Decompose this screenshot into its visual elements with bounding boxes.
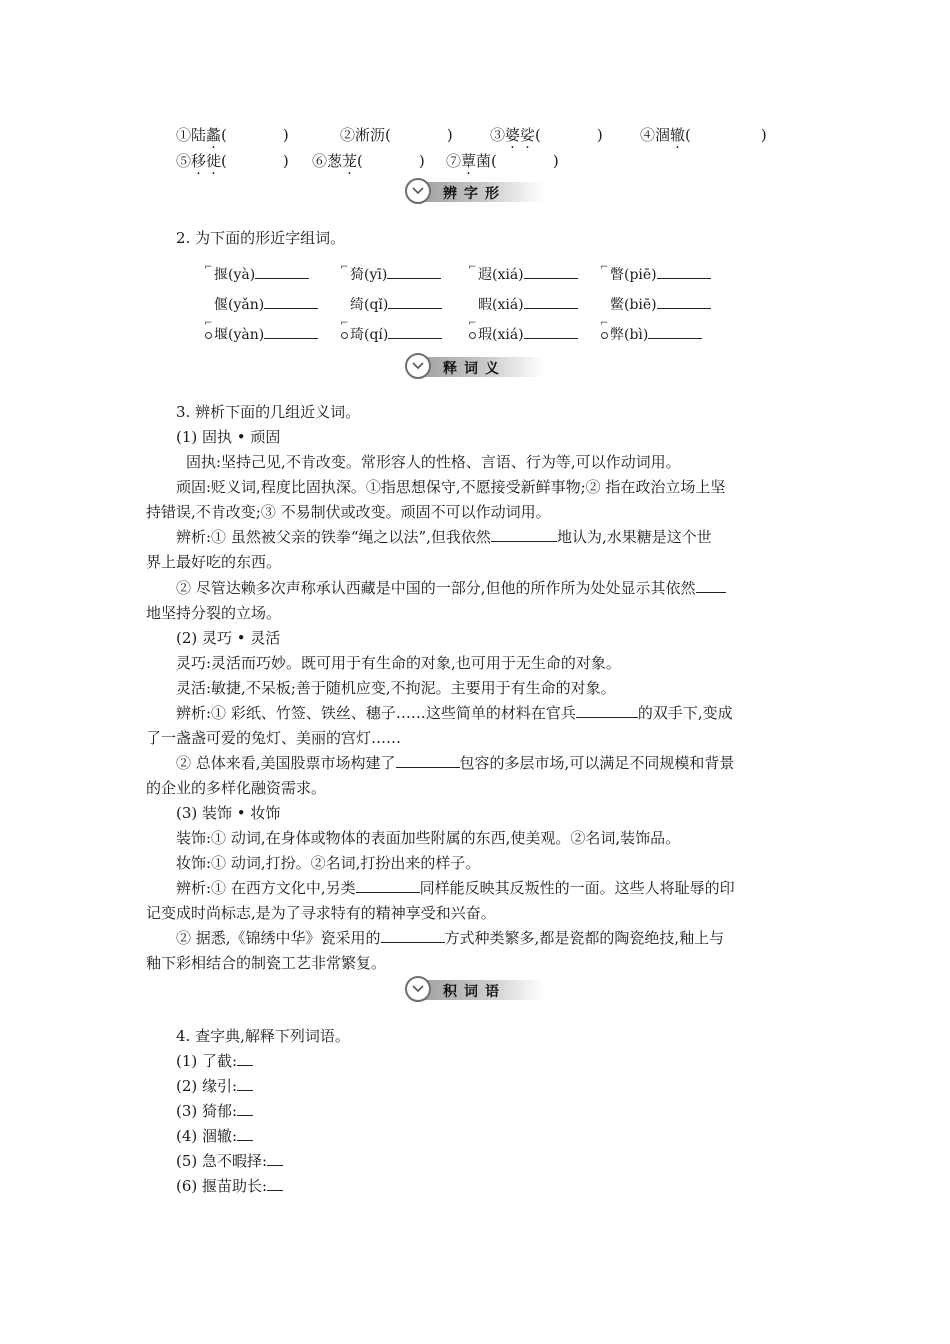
- exercise-line: 的企业的多样化融资需求。: [146, 779, 327, 797]
- pinyin-item-6: ⑥葱茏( ): [312, 152, 425, 170]
- question-4-title: 4. 查字典,解释下列词语。: [176, 1027, 350, 1045]
- item-word-7: 蕈菌: [461, 152, 492, 170]
- answer-blank[interactable]: [696, 578, 726, 593]
- item-word-6: 葱茏: [327, 152, 358, 170]
- item-number: ④: [640, 126, 656, 144]
- answer-blank[interactable]: [267, 1176, 283, 1191]
- item-number: ⑤: [176, 152, 192, 170]
- grid-cell: 瞥(piē): [610, 264, 711, 284]
- section-title: 释词义: [443, 361, 506, 377]
- grid-cell: 遐(xiá): [478, 264, 578, 284]
- item-word-4: 涸辙: [655, 126, 686, 144]
- answer-blank[interactable]: [576, 703, 638, 718]
- item-number: ①: [176, 126, 192, 144]
- grid-cell: 鳖(biē): [610, 294, 711, 314]
- exercise-line: ② 尽管达赖多次声称承认西藏是中国的一部分,但他的所作所为处处显示其依然: [176, 576, 726, 600]
- word-group-3-heading: (3) 装饰 • 妆饰: [176, 804, 281, 822]
- section-title: 积词语: [443, 984, 506, 1000]
- pinyin-item-5: ⑤移徙( ): [176, 152, 289, 170]
- grid-cell: 暇(xiá): [478, 294, 578, 314]
- grid-cell: 揠(yà): [214, 264, 309, 284]
- answer-blank[interactable]: [237, 1076, 253, 1091]
- answer-blank[interactable]: [381, 928, 445, 943]
- grid-cell: 偃(yǎn): [214, 294, 318, 314]
- pinyin-item-1: ①陆蠡( ): [176, 126, 289, 144]
- exercise-line: 地坚持分裂的立场。: [146, 604, 282, 622]
- section-title: 辨字形: [443, 186, 506, 202]
- definition-item: (6) 揠苗助长:: [176, 1174, 283, 1198]
- exercise-line: 辨析:① 彩纸、竹签、铁丝、穗子……这些简单的材料在官兵 的双手下,变成: [176, 704, 733, 722]
- answer-blank[interactable]: [267, 1151, 283, 1166]
- pinyin-item-7: ⑦蕈菌( ): [446, 152, 559, 170]
- exercise-line: 记变成时尚标志,是为了寻求特有的精神享受和兴奋。: [146, 904, 496, 922]
- section-banner-accumulate-words: [405, 976, 545, 1004]
- chevron-circle-icon: [405, 976, 431, 1002]
- question-3-title: 3. 辨析下面的几组近义词。: [176, 403, 361, 421]
- answer-blank[interactable]: [237, 1051, 253, 1066]
- definition-item: (2) 缘引:: [176, 1074, 253, 1098]
- item-number: ⑥: [312, 152, 328, 170]
- grid-cell: 猗(yī): [350, 264, 441, 284]
- item-word-1: 陆蠡: [191, 126, 222, 144]
- definition-line: 灵巧:灵活而巧妙。既可用于有生命的对象,也可用于无生命的对象。: [176, 654, 621, 672]
- definition-line: 装饰:① 动词,在身体或物体的表面加些附属的东西,使美观。②名词,装饰品。: [176, 829, 681, 847]
- definition-item: (3) 猗郁:: [176, 1099, 253, 1123]
- exercise-line: 辨析:① 在西方文化中,另类 同样能反映其反叛性的一面。这些人将耻辱的印: [176, 879, 735, 897]
- answer-blank[interactable]: [237, 1126, 253, 1141]
- definition-item: (1) 了截:: [176, 1049, 253, 1073]
- pinyin-item-3: ③婆娑( ): [490, 126, 603, 144]
- exercise-line: 辨析:① 虽然被父亲的铁拳“绳之以法”,但我依然 地认为,水果糖是这个世: [176, 528, 712, 546]
- definition-item: (4) 涸辙:: [176, 1124, 253, 1148]
- grid-cell: 堰(yàn): [214, 324, 318, 344]
- grid-cell: 绮(qǐ): [350, 294, 442, 314]
- definition-line: 妆饰:① 动词,打扮。②名词,打扮出来的样子。: [176, 854, 481, 872]
- answer-blank[interactable]: [356, 878, 420, 893]
- item-word-3: 婆娑: [505, 126, 536, 144]
- definition-line: 顽固:贬义词,程度比固执深。①指思想保守,不愿接受新鲜事物;② 指在政治立场上坚: [176, 478, 726, 496]
- answer-blank[interactable]: [491, 527, 557, 542]
- question-2-title: 2. 为下面的形近字组词。: [176, 229, 346, 247]
- chevron-circle-icon: [405, 178, 431, 204]
- exercise-line: 釉下彩相结合的制瓷工艺非常繁复。: [146, 954, 387, 972]
- definition-line: 固执:坚持己见,不肯改变。常形容人的性格、言语、行为等,可以作动词用。: [186, 453, 681, 471]
- answer-blank[interactable]: [237, 1101, 253, 1116]
- word-group-2-heading: (2) 灵巧 • 灵活: [176, 629, 281, 647]
- exercise-line: ② 总体来看,美国股票市场构建了 包容的多层市场,可以满足不同规模和背景: [176, 754, 735, 772]
- word-group-1-heading: (1) 固执 • 顽固: [176, 428, 281, 446]
- grid-cell: 琦(qí): [350, 324, 442, 344]
- definition-line: 持错误,不肯改变;③ 不易制伏或改变。顽固不可以作动词用。: [146, 503, 551, 521]
- exercise-line: 界上最好吃的东西。: [146, 553, 282, 571]
- pinyin-item-4: ④涸辙( ): [640, 126, 767, 144]
- grid-cell: 瑕(xiá): [478, 324, 578, 344]
- item-word-5: 移徙: [191, 152, 222, 170]
- grid-cell: 弊(bì): [610, 324, 702, 344]
- item-word-2: 淅沥: [355, 126, 386, 144]
- answer-blank[interactable]: [396, 753, 460, 768]
- section-banner-identify-characters: [405, 178, 545, 206]
- exercise-line: 了一盏盏可爱的兔灯、美丽的宫灯……: [146, 729, 402, 747]
- item-number: ⑦: [446, 152, 462, 170]
- pinyin-item-2: ②淅沥( ): [340, 126, 453, 144]
- exercise-line: ② 据悉,《锦绣中华》瓷采用的 方式种类繁多,都是瓷都的陶瓷绝技,釉上与: [176, 929, 725, 947]
- item-number: ②: [340, 126, 356, 144]
- item-number: ③: [490, 126, 506, 144]
- definition-item: (5) 急不暇择:: [176, 1149, 283, 1173]
- section-banner-word-meaning: [405, 353, 545, 381]
- worksheet-page: ①陆蠡( ) ②淅沥( ) ③婆娑( ) ④涸辙( ) ⑤移徙( ) ⑥葱茏( ) ⑦蕈菌( ) 辨字形 2. 为下面的形近字组词。 ⌐ 揠(yà) ⌐ 猗(yī) ⌐ 遐(xiá) ⌐ 瞥(piē) 偃(yǎn) 绮(qǐ) 暇(xiá) 鳖(biē) ⌐ 堰(yàn) ⌐ 琦(qí) ⌐ 瑕(xiá) ⌐ 弊(bì) 释词义 3. 辨析下面的几组近义词。 (1) 固执 • 顽固 固执:坚持己见,不肯改变。常形容人的性格、言语、行为等,可以作动词用。 顽固:贬义词,程度比固执深。①指思想保守,不愿接受新鲜事物;② 指在政治立场上坚 持错误,不肯改变;③ 不易制伏或改变。顽固不可以作动词用。 辨析:① 虽然被父亲的铁拳“绳之以法”,但我依然 地认为,水果糖是这个世 界上最好吃的东西。 ② 尽管达赖多次声称承认西藏是中国的一部分,但他的所作所为处处显示其依然 地坚持分裂的立场。 (2) 灵巧 • 灵活 灵巧:灵活而巧妙。既可用于有生命的对象,也可用于无生命的对象。 灵活:敏捷,不呆板;善于随机应变,不拘泥。主要用于有生命的对象。 辨析:① 彩纸、竹签、铁丝、穗子……这些简单的材料在官兵 的双手下,变成 了一盏盏可爱的兔灯、美丽的宫灯…… ② 总体来看,美国股票市场构建了 包容的多层市场,可以满足不同规模和背景 的企业的多样化融资需求。 (3) 装饰 • 妆饰 装饰:① 动词,在身体或物体的表面加些附属的东西,使美观。②名词,装饰品。 妆饰:① 动词,打扮。②名词,打扮出来的样子。 辨析:① 在西方文化中,另类 同样能反映其反叛性的一面。这些人将耻辱的印 记变成时尚标志,是为了寻求特有的精神享受和兴奋。 ② 据悉,《锦绣中华》瓷采用的 方式种类繁多,都是瓷都的陶瓷绝技,釉上与 釉下彩相结合的制瓷工艺非常繁复。 积词语 4. 查字典,解释下列词语。 (1) 了截: (2) 缘引: (3) 猗郁: (4) 涸辙: (5) 急不暇择: (6) 揠苗助长:: [0, 0, 950, 1344]
- chevron-circle-icon: [405, 353, 431, 379]
- definition-line: 灵活:敏捷,不呆板;善于随机应变,不拘泥。主要用于有生命的对象。: [176, 679, 616, 697]
